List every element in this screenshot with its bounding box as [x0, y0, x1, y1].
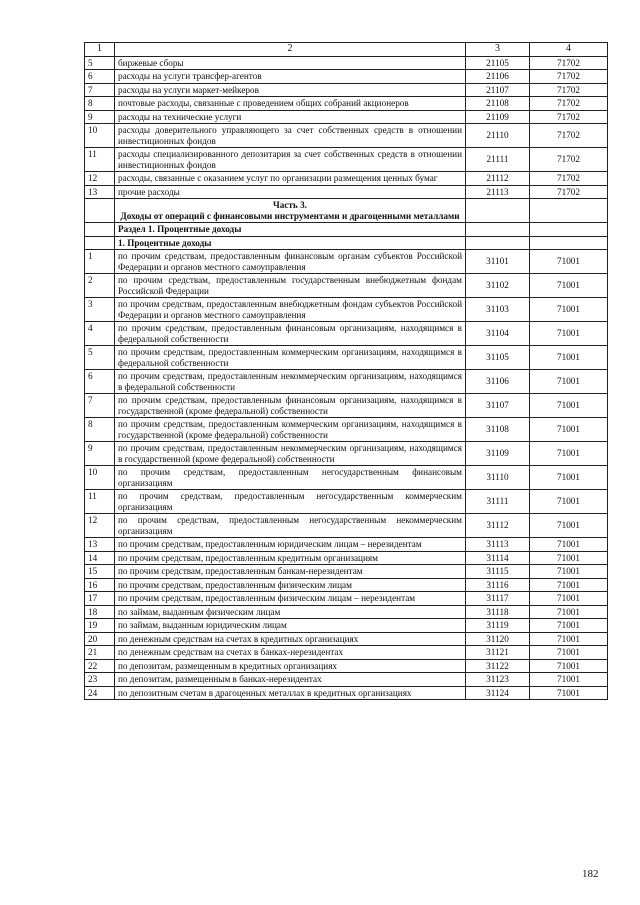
- row-text: по займам, выданным физическим лицам: [115, 605, 466, 619]
- row-account: 71702: [530, 185, 608, 199]
- table-row: [85, 97, 608, 111]
- table-row: [85, 56, 608, 70]
- row-number: 9: [85, 442, 115, 466]
- row-text: по прочим средствам, предоставленным кредитным организациям: [115, 551, 466, 565]
- row-number: 8: [85, 97, 115, 111]
- row-text: почтовые расходы, связанные с проведением общих собраний акционеров: [115, 97, 466, 111]
- table-row: [85, 322, 608, 346]
- row-text: по прочим средствам, предоставленным государственным внебюджетным фондам Российской Федерации: [115, 274, 466, 298]
- table-row: [85, 442, 608, 466]
- row-number: [85, 199, 115, 223]
- row-account: 71702: [530, 124, 608, 148]
- row-number: 11: [85, 148, 115, 172]
- row-text: по прочим средствам, предоставленным финансовым организациям, находящимся в государственной (кроме федеральной) собственности: [115, 394, 466, 418]
- row-account: 71001: [530, 659, 608, 673]
- row-code: 21113: [466, 185, 530, 199]
- row-account: 71001: [530, 592, 608, 606]
- row-code: 31111: [466, 490, 530, 514]
- row-text: по прочим средствам, предоставленным физическим лицам – нерезидентам: [115, 592, 466, 606]
- row-account: 71001: [530, 686, 608, 700]
- row-code: 31106: [466, 370, 530, 394]
- row-text: расходы специализированного депозитария за счет собственных средств в отношении инвестиционных фондов: [115, 148, 466, 172]
- table-row: [85, 538, 608, 552]
- row-code: 31107: [466, 394, 530, 418]
- row-code: 21108: [466, 97, 530, 111]
- row-text: Часть 3. Доходы от операций с финансовыми инструментами и драгоценными металлами: [115, 199, 466, 223]
- row-text: Раздел 1. Процентные доходы: [115, 223, 466, 237]
- table-header-row: [85, 43, 608, 57]
- table-row: [85, 370, 608, 394]
- row-account: 71001: [530, 322, 608, 346]
- row-text: по прочим средствам, предоставленным негосударственным коммерческим организациям: [115, 490, 466, 514]
- row-number: 12: [85, 514, 115, 538]
- row-code: 31108: [466, 418, 530, 442]
- row-code: 31123: [466, 673, 530, 687]
- table-row: [85, 578, 608, 592]
- row-code: 21106: [466, 70, 530, 84]
- row-number: 16: [85, 578, 115, 592]
- row-number: [85, 223, 115, 237]
- row-number: 7: [85, 83, 115, 97]
- row-account: 71001: [530, 565, 608, 579]
- row-code: [466, 236, 530, 250]
- table-row: [85, 223, 608, 237]
- row-number: 9: [85, 110, 115, 124]
- row-code: 31124: [466, 686, 530, 700]
- row-code: 31114: [466, 551, 530, 565]
- table-row: [85, 250, 608, 274]
- row-code: 21105: [466, 56, 530, 70]
- table-row: [85, 673, 608, 687]
- row-account: 71702: [530, 70, 608, 84]
- row-number: 1: [85, 250, 115, 274]
- row-text: по прочим средствам, предоставленным юридическим лицам – нерезидентам: [115, 538, 466, 552]
- row-text: по депозитам, размещенным в банках-нерезидентах: [115, 673, 466, 687]
- row-number: 17: [85, 592, 115, 606]
- row-number: 3: [85, 298, 115, 322]
- row-number: 4: [85, 322, 115, 346]
- row-code: 31109: [466, 442, 530, 466]
- row-text: расходы на услуги маркет-мейкеров: [115, 83, 466, 97]
- row-text: по прочим средствам, предоставленным негосударственным финансовым организациям: [115, 466, 466, 490]
- accounts-table-body: [85, 43, 608, 700]
- row-text: по прочим средствам, предоставленным некоммерческим организациям, находящимся в федеральной собственности: [115, 370, 466, 394]
- row-account: 71001: [530, 646, 608, 660]
- row-number: 12: [85, 172, 115, 186]
- row-number: 10: [85, 124, 115, 148]
- row-text: биржевые сборы: [115, 56, 466, 70]
- row-code: 31120: [466, 632, 530, 646]
- row-number: 7: [85, 394, 115, 418]
- row-text: по прочим средствам, предоставленным внебюджетным фондам субъектов Российской Федерации и органов местного самоуправления: [115, 298, 466, 322]
- row-account: 71702: [530, 56, 608, 70]
- row-account: 71001: [530, 490, 608, 514]
- row-number: 24: [85, 686, 115, 700]
- table-row: [85, 551, 608, 565]
- row-text: расходы на услуги трансфер-агентов: [115, 70, 466, 84]
- row-code: 31118: [466, 605, 530, 619]
- table-row: [85, 172, 608, 186]
- row-text: по прочим средствам, предоставленным негосударственным некоммерческим организациям: [115, 514, 466, 538]
- table-row: [85, 70, 608, 84]
- row-number: 20: [85, 632, 115, 646]
- row-code: 31102: [466, 274, 530, 298]
- row-text: по прочим средствам, предоставленным коммерческим организациям, находящимся в государственной (кроме федеральной) собственности: [115, 418, 466, 442]
- row-number: 23: [85, 673, 115, 687]
- row-number: 13: [85, 185, 115, 199]
- row-account: 71001: [530, 442, 608, 466]
- row-number: 6: [85, 70, 115, 84]
- header-cell-3: 3: [466, 43, 530, 57]
- row-code: 31113: [466, 538, 530, 552]
- row-account: 71001: [530, 632, 608, 646]
- table-row: [85, 236, 608, 250]
- table-row: [85, 185, 608, 199]
- row-account: 71702: [530, 97, 608, 111]
- row-text: расходы доверительного управляющего за счет собственных средств в отношении инвестиционных фондов: [115, 124, 466, 148]
- table-row: [85, 605, 608, 619]
- row-text: по займам, выданным юридическим лицам: [115, 619, 466, 633]
- row-text: по прочим средствам, предоставленным коммерческим организациям, находящимся в федеральной собственности: [115, 346, 466, 370]
- row-text: прочие расходы: [115, 185, 466, 199]
- row-code: 31116: [466, 578, 530, 592]
- row-account: 71001: [530, 673, 608, 687]
- page-number: 182: [582, 868, 599, 880]
- row-code: 31104: [466, 322, 530, 346]
- row-account: 71001: [530, 538, 608, 552]
- table-row: [85, 394, 608, 418]
- table-row: [85, 632, 608, 646]
- row-code: 31122: [466, 659, 530, 673]
- row-code: 21109: [466, 110, 530, 124]
- table-row: [85, 346, 608, 370]
- row-number: [85, 236, 115, 250]
- row-account: 71001: [530, 466, 608, 490]
- row-code: 31117: [466, 592, 530, 606]
- row-number: 8: [85, 418, 115, 442]
- row-number: 5: [85, 56, 115, 70]
- table-row: [85, 124, 608, 148]
- row-number: 15: [85, 565, 115, 579]
- row-number: 6: [85, 370, 115, 394]
- row-account: 71702: [530, 172, 608, 186]
- table-row: [85, 418, 608, 442]
- table-row: [85, 490, 608, 514]
- table-row: [85, 619, 608, 633]
- row-account: 71001: [530, 514, 608, 538]
- row-text: по денежным средствам на счетах в кредитных организациях: [115, 632, 466, 646]
- row-code: 21110: [466, 124, 530, 148]
- row-code: 31103: [466, 298, 530, 322]
- row-code: 31121: [466, 646, 530, 660]
- table-row: [85, 274, 608, 298]
- row-text: 1. Процентные доходы: [115, 236, 466, 250]
- row-code: 31105: [466, 346, 530, 370]
- row-account: 71001: [530, 250, 608, 274]
- row-text: расходы на технические услуги: [115, 110, 466, 124]
- row-number: 5: [85, 346, 115, 370]
- row-text: по денежным средствам на счетах в банках-нерезидентах: [115, 646, 466, 660]
- row-account: 71001: [530, 551, 608, 565]
- row-text: расходы, связанные с оказанием услуг по организации размещения ценных бумаг: [115, 172, 466, 186]
- row-number: 10: [85, 466, 115, 490]
- table-row: [85, 199, 608, 223]
- row-account: [530, 236, 608, 250]
- row-account: 71001: [530, 605, 608, 619]
- row-text: по депозитным счетам в драгоценных металлах в кредитных организациях: [115, 686, 466, 700]
- row-code: 31119: [466, 619, 530, 633]
- row-account: [530, 199, 608, 223]
- row-code: 21112: [466, 172, 530, 186]
- table-row: [85, 565, 608, 579]
- row-number: 21: [85, 646, 115, 660]
- row-text: по прочим средствам, предоставленным банкам-нерезидентам: [115, 565, 466, 579]
- row-code: [466, 199, 530, 223]
- row-number: 14: [85, 551, 115, 565]
- table-row: [85, 83, 608, 97]
- row-code: 21107: [466, 83, 530, 97]
- row-account: 71001: [530, 298, 608, 322]
- header-cell-1: 1: [85, 43, 115, 57]
- row-account: 71001: [530, 578, 608, 592]
- row-number: 19: [85, 619, 115, 633]
- row-code: 31101: [466, 250, 530, 274]
- row-number: 13: [85, 538, 115, 552]
- row-number: 22: [85, 659, 115, 673]
- row-account: 71001: [530, 346, 608, 370]
- header-cell-4: 4: [530, 43, 608, 57]
- table-row: [85, 110, 608, 124]
- row-code: 31112: [466, 514, 530, 538]
- table-row: [85, 592, 608, 606]
- row-code: 31115: [466, 565, 530, 579]
- table-row: [85, 646, 608, 660]
- row-account: 71001: [530, 274, 608, 298]
- row-account: 71702: [530, 83, 608, 97]
- row-account: [530, 223, 608, 237]
- row-account: 71001: [530, 418, 608, 442]
- row-text: по депозитам, размещенным в кредитных организациях: [115, 659, 466, 673]
- row-account: 71001: [530, 394, 608, 418]
- row-number: 2: [85, 274, 115, 298]
- row-text: по прочим средствам, предоставленным физическим лицам: [115, 578, 466, 592]
- row-number: 18: [85, 605, 115, 619]
- row-account: 71702: [530, 148, 608, 172]
- row-text: по прочим средствам, предоставленным финансовым организациям, находящимся в федеральной собственности: [115, 322, 466, 346]
- table-row: [85, 514, 608, 538]
- row-account: 71702: [530, 110, 608, 124]
- row-text: по прочим средствам, предоставленным некоммерческим организациям, находящимся в государственной (кроме федеральной) собственности: [115, 442, 466, 466]
- table-row: [85, 466, 608, 490]
- row-code: [466, 223, 530, 237]
- row-code: 21111: [466, 148, 530, 172]
- table-row: [85, 298, 608, 322]
- row-account: 71001: [530, 370, 608, 394]
- row-code: 31110: [466, 466, 530, 490]
- header-cell-2: 2: [115, 43, 466, 57]
- row-text: по прочим средствам, предоставленным финансовым органам субъектов Российской Федерации и органов местного самоуправления: [115, 250, 466, 274]
- row-account: 71001: [530, 619, 608, 633]
- table-row: [85, 659, 608, 673]
- row-number: 11: [85, 490, 115, 514]
- accounts-table: [84, 42, 608, 700]
- table-row: [85, 148, 608, 172]
- table-row: [85, 686, 608, 700]
